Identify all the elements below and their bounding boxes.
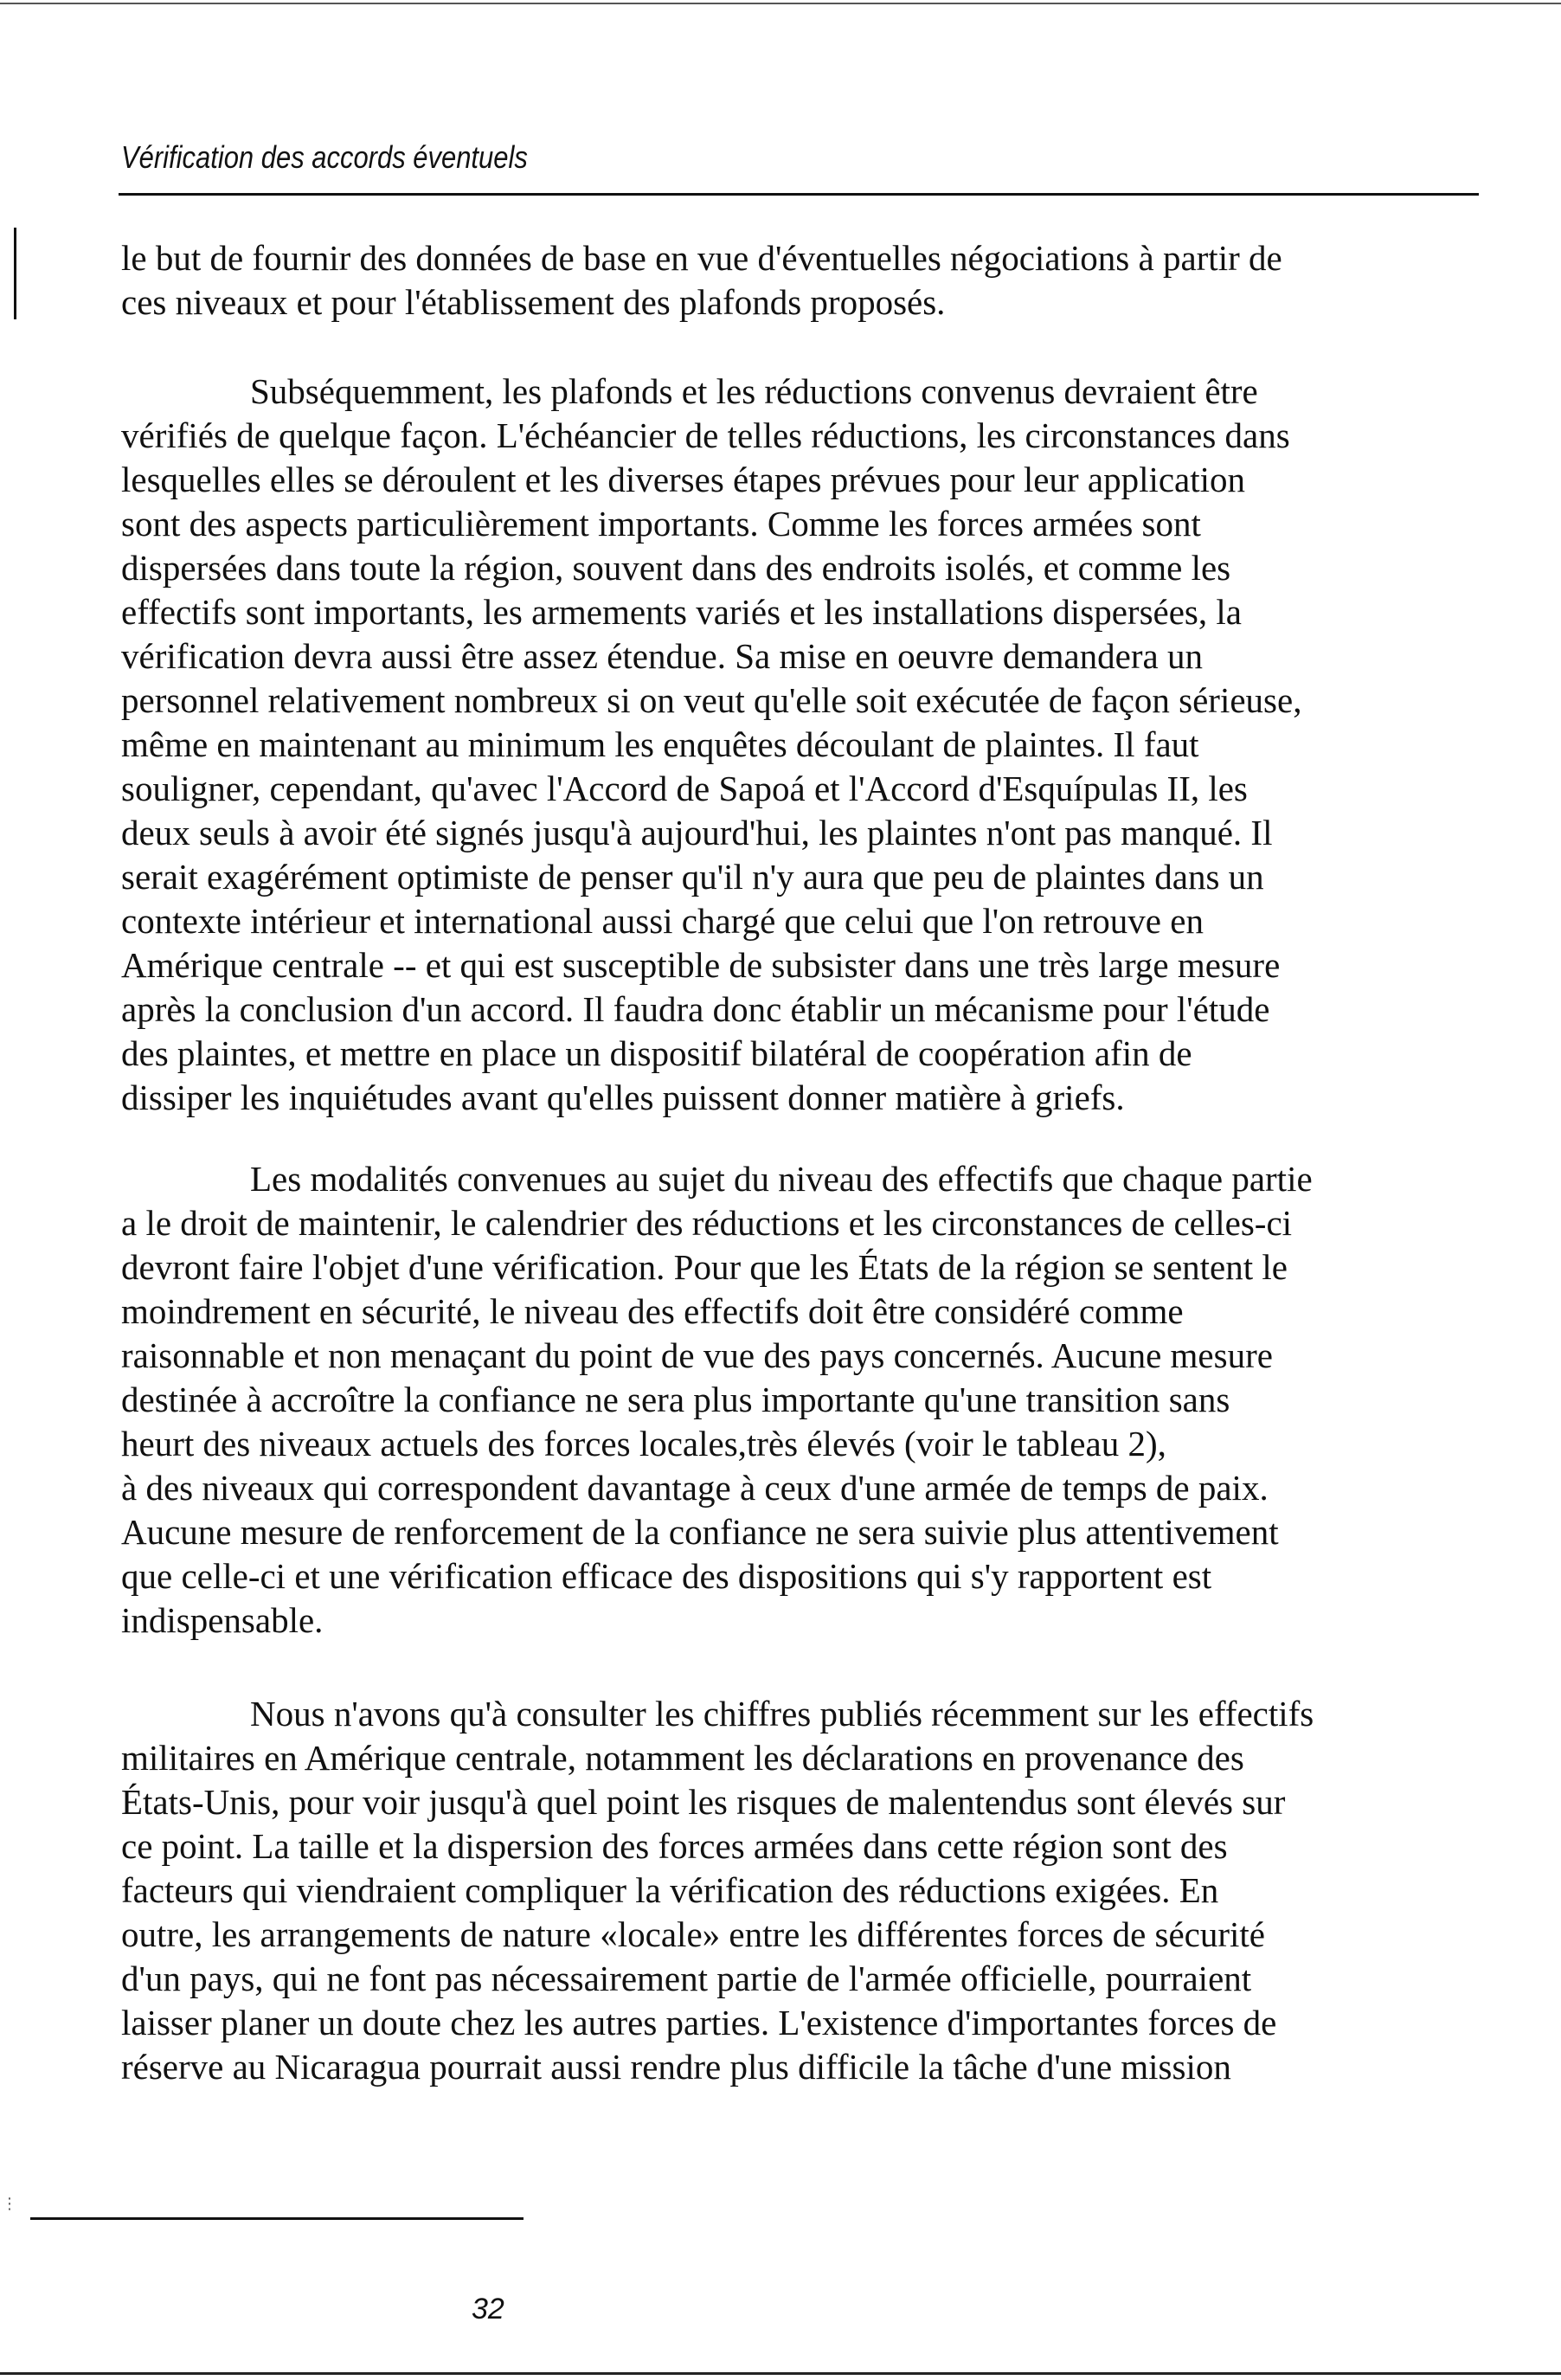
text-line: personnel relativement nombreux si on veut qu'elle soit exécutée de façon sérieuse, xyxy=(121,680,1302,720)
text-line: à des niveaux qui correspondent davantage à ceux d'une armée de temps de paix. xyxy=(121,1468,1269,1508)
paragraph-3 xyxy=(121,1157,1523,1643)
text-line: facteurs qui viendraient compliquer la vérification des réductions exigées. En xyxy=(121,1870,1219,1910)
running-header: Vérification des accords éventuels xyxy=(121,139,528,175)
text-line: deux seuls à avoir été signés jusqu'à aujourd'hui, les plaintes n'ont pas manqué. Il xyxy=(121,813,1273,852)
text-line: après la conclusion d'un accord. Il faudra donc établir un mécanisme pour l'étude xyxy=(121,989,1270,1029)
text-line: laisser planer un doute chez les autres parties. L'existence d'importantes forces de xyxy=(121,2003,1277,2042)
text-line: États-Unis, pour voir jusqu'à quel point les risques de malentendus sont élevés sur xyxy=(121,1782,1286,1822)
paragraph-4 xyxy=(121,1692,1523,2089)
text-line: moindrement en sécurité, le niveau des effectifs doit être considéré comme xyxy=(121,1291,1184,1331)
text-line: outre, les arrangements de nature «locale» entre les différentes forces de sécurité xyxy=(121,1914,1266,1954)
page-bottom-edge xyxy=(0,2372,1561,2375)
text-line: effectifs sont importants, les armements variés et les installations dispersées, la xyxy=(121,592,1242,632)
text-line: serait exagérément optimiste de penser qu'il n'y aura que peu de plaintes dans un xyxy=(121,857,1264,897)
footer-rule xyxy=(30,2217,524,2220)
text-line: indispensable. xyxy=(121,1600,324,1640)
text-line: le but de fournir des données de base en vue d'éventuelles négociations à partir de xyxy=(121,238,1282,278)
text-line: d'un pays, qui ne font pas nécessairement partie de l'armée officielle, pourraient xyxy=(121,1959,1252,1998)
header-rule xyxy=(119,193,1479,196)
scan-speckle-marks: ⋮ xyxy=(2,2195,17,2213)
text-line: vérifiés de quelque façon. L'échéancier de telles réductions, les circonstances dans xyxy=(121,415,1290,455)
text-line: dispersées dans toute la région, souvent dans des endroits isolés, et comme les xyxy=(121,548,1231,588)
text-line: Les modalités convenues au sujet du niveau des effectifs que chaque partie xyxy=(250,1159,1313,1199)
text-line: devront faire l'objet d'une vérification. Pour que les États de la région se sentent le xyxy=(121,1247,1288,1287)
text-line: militaires en Amérique centrale, notamment les déclarations en provenance des xyxy=(121,1738,1244,1778)
revision-margin-bar xyxy=(14,228,16,319)
page-number: 32 xyxy=(472,2293,504,2325)
text-line: raisonnable et non menaçant du point de vue des pays concernés. Aucune mesure xyxy=(121,1335,1273,1375)
paragraph-1 xyxy=(121,236,1523,325)
paragraph-2 xyxy=(121,370,1523,1120)
text-line: Nous n'avons qu'à consulter les chiffres publiés récemment sur les effectifs xyxy=(250,1694,1314,1734)
text-line: vérification devra aussi être assez étendue. Sa mise en oeuvre demandera un xyxy=(121,636,1203,676)
text-line: des plaintes, et mettre en place un dispositif bilatéral de coopération afin de xyxy=(121,1033,1192,1073)
text-line: que celle-ci et une vérification efficace des dispositions qui s'y rapportent est xyxy=(121,1556,1212,1596)
text-line: Aucune mesure de renforcement de la confiance ne sera suivie plus attentivement xyxy=(121,1512,1279,1552)
text-line: réserve au Nicaragua pourrait aussi rendre plus difficile la tâche d'une mission xyxy=(121,2047,1231,2087)
text-line: même en maintenant au minimum les enquêtes découlant de plaintes. Il faut xyxy=(121,724,1199,764)
text-line: Subséquemment, les plafonds et les réductions convenus devraient être xyxy=(250,371,1258,411)
text-line: sont des aspects particulièrement importants. Comme les forces armées sont xyxy=(121,504,1201,544)
text-line: Amérique centrale -- et qui est susceptible de subsister dans une très large mesure xyxy=(121,945,1281,985)
text-line: contexte intérieur et international aussi chargé que celui que l'on retrouve en xyxy=(121,901,1204,941)
text-line: lesquelles elles se déroulent et les diverses étapes prévues pour leur application xyxy=(121,460,1246,499)
text-line: ces niveaux et pour l'établissement des plafonds proposés. xyxy=(121,282,946,322)
text-line: heurt des niveaux actuels des forces locales,très élevés (voir le tableau 2), xyxy=(121,1424,1166,1463)
text-line: dissiper les inquiétudes avant qu'elles puissent donner matière à griefs. xyxy=(121,1077,1125,1117)
page-top-edge xyxy=(0,3,1561,4)
text-line: a le droit de maintenir, le calendrier des réductions et les circonstances de celles-ci xyxy=(121,1203,1293,1243)
text-line: souligner, cependant, qu'avec l'Accord de Sapoá et l'Accord d'Esquípulas II, les xyxy=(121,769,1248,808)
text-line: ce point. La taille et la dispersion des forces armées dans cette région sont des xyxy=(121,1826,1228,1866)
text-line: destinée à accroître la confiance ne sera plus importante qu'une transition sans xyxy=(121,1380,1230,1419)
